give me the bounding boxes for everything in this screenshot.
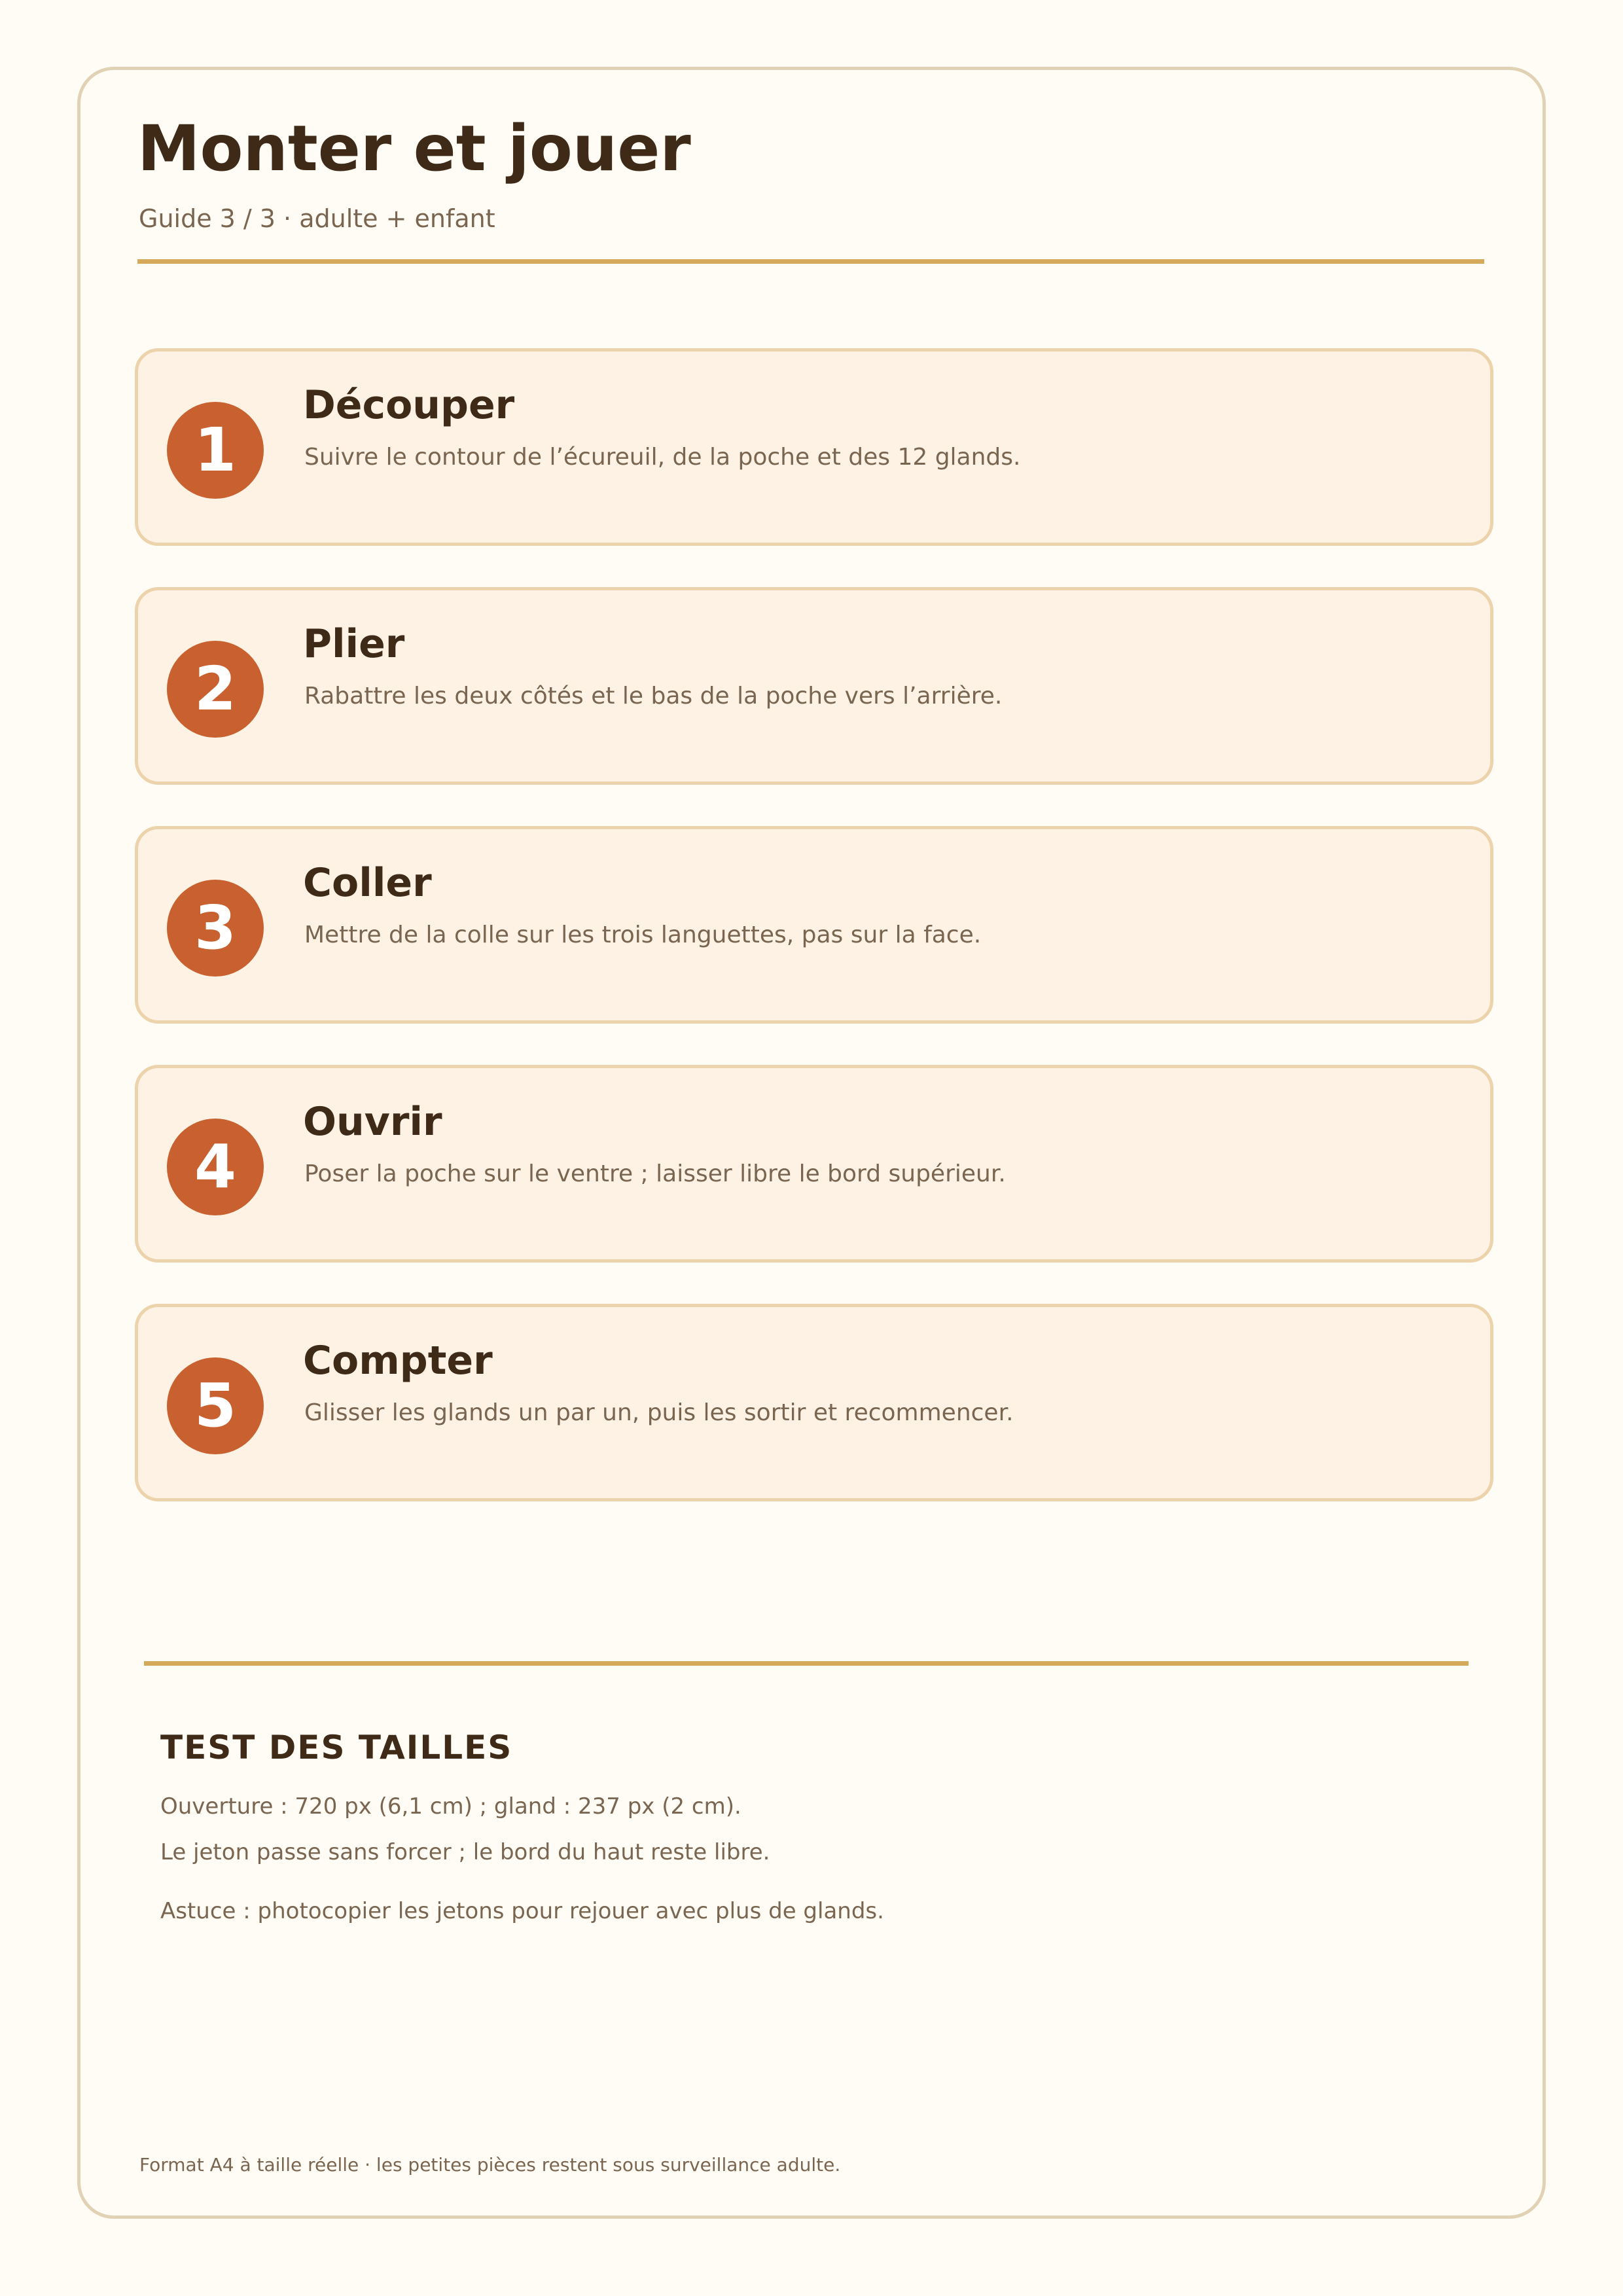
size-test-measurements: Ouverture : 720 px (6,1 cm) ; gland : 237 px (2 cm). <box>160 1793 741 1820</box>
size-test-tip: Astuce : photocopier les jetons pour rejouer avec plus de glands. <box>160 1898 884 1924</box>
step-card-1 <box>135 348 1493 546</box>
page-subtitle: Guide 3 / 3 · adulte + enfant <box>139 204 495 233</box>
step-number-badge: 5 <box>167 1357 264 1454</box>
footer-note: Format A4 à taille réelle · les petites pièces restent sous surveillance adulte. <box>139 2154 841 2176</box>
step-number-badge: 3 <box>167 880 264 977</box>
size-test-fit-note: Le jeton passe sans forcer ; le bord du haut reste libre. <box>160 1839 770 1865</box>
step-card-2 <box>135 587 1493 785</box>
step-description: Rabattre les deux côtés et le bas de la poche vers l’arrière. <box>304 683 1003 709</box>
step-description: Poser la poche sur le ventre ; laisser libre le bord supérieur. <box>304 1160 1006 1187</box>
step-card-4 <box>135 1065 1493 1263</box>
step-title: Coller <box>303 860 432 906</box>
step-number-badge: 1 <box>167 402 264 499</box>
step-description: Mettre de la colle sur les trois languettes, pas sur la face. <box>304 922 982 948</box>
page-title: Monter et jouer <box>137 112 691 185</box>
step-number-badge: 2 <box>167 641 264 738</box>
step-card-5 <box>135 1304 1493 1501</box>
step-title: Plier <box>303 621 405 667</box>
step-description: Suivre le contour de l’écureuil, de la poche et des 12 glands. <box>304 444 1021 471</box>
step-title: Découper <box>303 382 515 428</box>
step-title: Ouvrir <box>303 1099 442 1145</box>
header-divider <box>137 259 1484 264</box>
step-card-3 <box>135 826 1493 1024</box>
size-test-heading: TEST DES TAILLES <box>160 1729 513 1767</box>
section-divider <box>144 1661 1469 1666</box>
step-title: Compter <box>303 1338 493 1384</box>
step-description: Glisser les glands un par un, puis les sortir et recommencer. <box>304 1399 1014 1426</box>
step-number-badge: 4 <box>167 1119 264 1215</box>
